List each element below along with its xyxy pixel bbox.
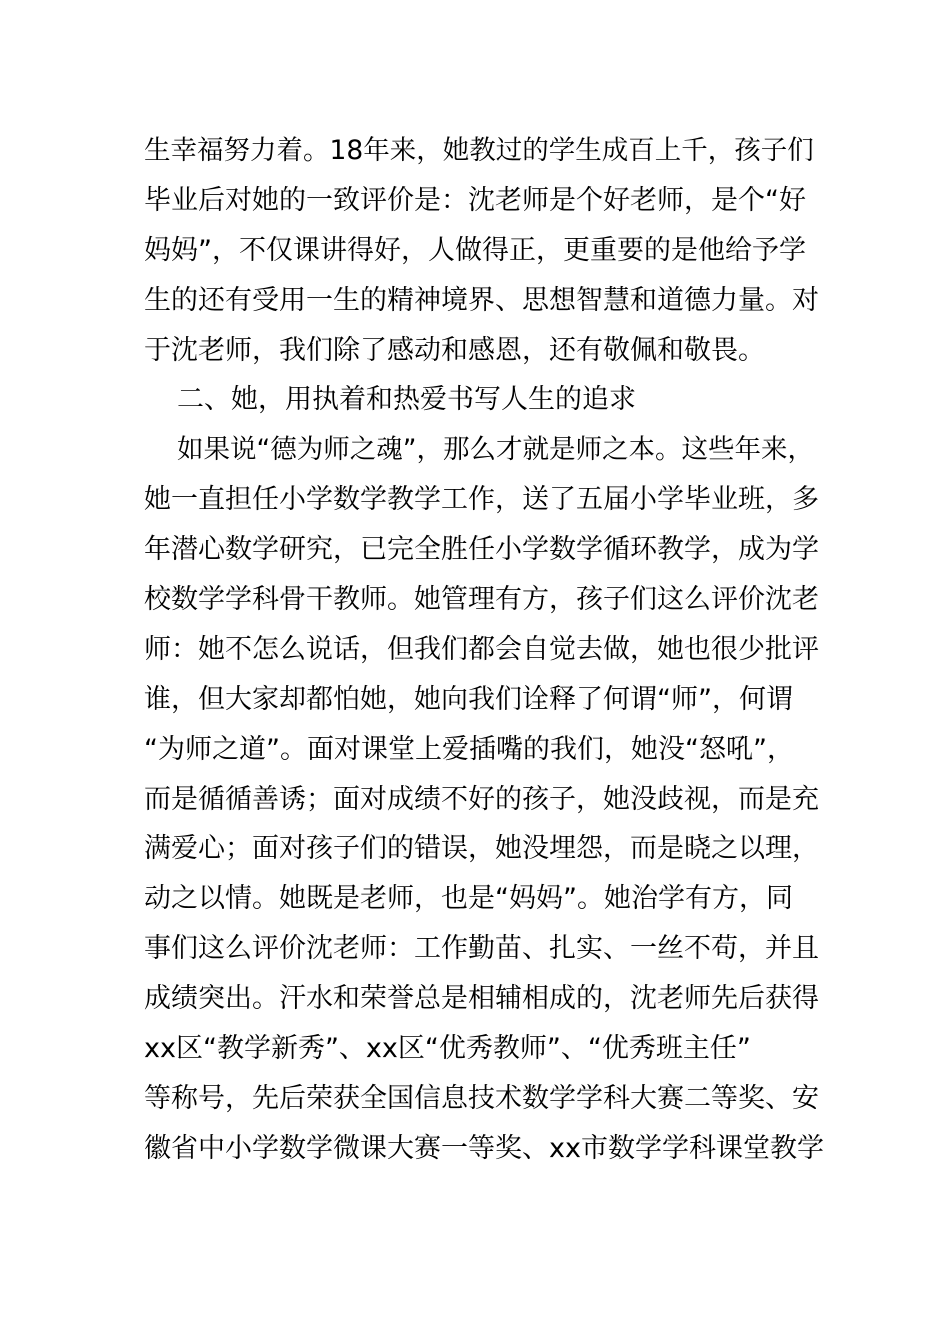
text-line: 年潜心数学研究，已完全胜任小学数学循环教学，成为学 xyxy=(144,534,819,566)
paragraph-first-line: 如果说“德为师之魂”，那么才就是师之本。这些年来， xyxy=(177,434,814,466)
text-line: 毕业后对她的一致评价是：沈老师是个好老师，是个“好 xyxy=(144,184,806,216)
text-line: 事们这么评价沈老师：工作勤苗、扎实、一丝不苟，并且 xyxy=(144,933,819,965)
text-line: “为师之道”。面对课堂上爱插嘴的我们，她没“怒吼”， xyxy=(144,733,794,765)
text-line: 她一直担任小学数学教学工作，送了五届小学毕业班，多 xyxy=(144,484,819,516)
text-line: 生幸福努力着。18年来，她教过的学生成百上千，孩子们 xyxy=(144,135,814,166)
section-heading: 二、她，用执着和热爱书写人生的追求 xyxy=(177,384,636,416)
text-line: 等称号，先后荣获全国信息技术数学学科大赛二等奖、安 xyxy=(144,1082,819,1114)
text-line: 谁，但大家却都怕她，她向我们诠释了何谓“师”，何谓 xyxy=(144,683,793,715)
text-line: 而是循循善诱；面对成绩不好的孩子，她没歧视，而是充 xyxy=(144,783,819,815)
text-line: 满爱心；面对孩子们的错误，她没埋怨，而是晓之以理， xyxy=(144,833,819,865)
text-line: 生的还有受用一生的精神境界、思想智慧和道德力量。对 xyxy=(144,284,819,316)
text-line: 徽省中小学数学微课大赛一等奖、xx市数学学科课堂教学 xyxy=(144,1132,824,1164)
text-line: xx区“教学新秀”、xx区“优秀教师”、“优秀班主任” xyxy=(144,1033,751,1065)
text-line: 妈妈”，不仅课讲得好，人做得正，更重要的是他给予学 xyxy=(144,234,806,266)
text-line: 动之以情。她既是老师，也是“妈妈”。她治学有方，同 xyxy=(144,883,793,915)
text-line: 成绩突出。汗水和荣誉总是相辅相成的，沈老师先后获得 xyxy=(144,983,819,1015)
document-body xyxy=(144,126,824,1174)
text-line: 于沈老师，我们除了感动和感恩，还有敬佩和敬畏。 xyxy=(144,334,765,366)
text-line: 师：她不怎么说话，但我们都会自觉去做，她也很少批评 xyxy=(144,633,819,665)
text-line: 校数学学科骨干教师。她管理有方，孩子们这么评价沈老 xyxy=(144,584,819,616)
